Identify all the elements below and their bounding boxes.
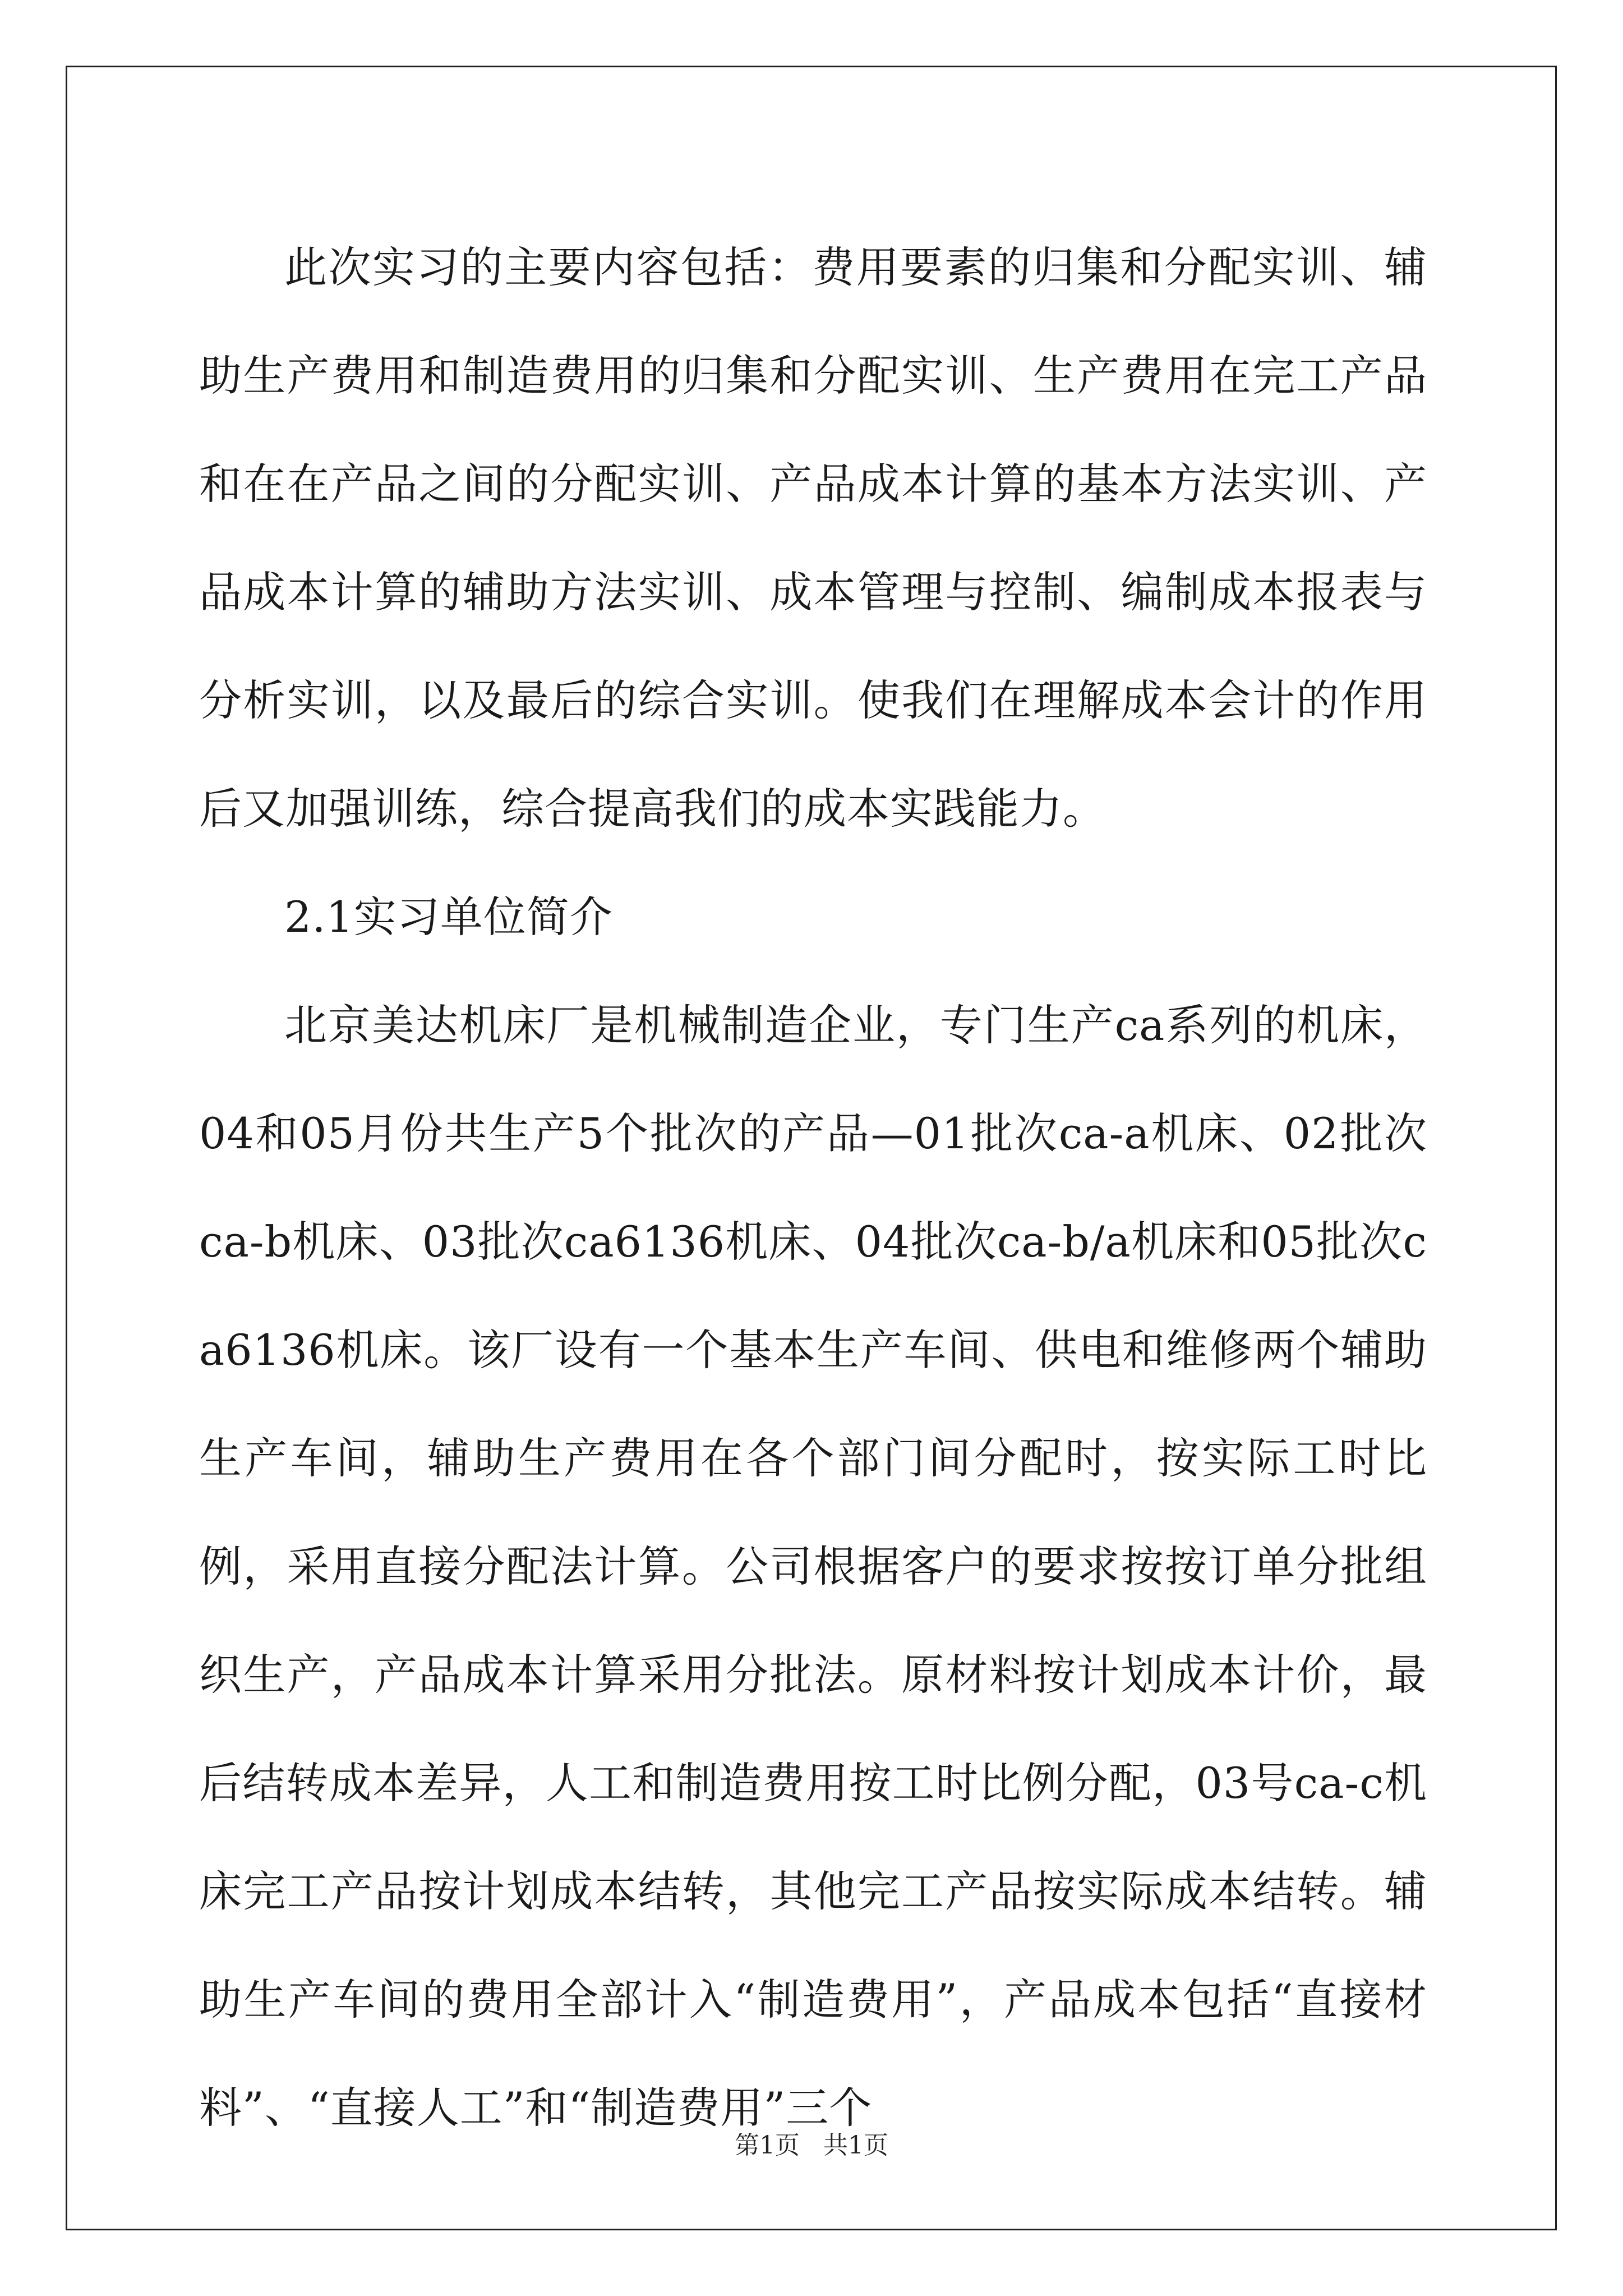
page-number-footer: 第1页 共1页 — [735, 2131, 888, 2160]
paragraph-company-description: 北京美达机床厂是机械制造企业，专门生产ca系列的机床，04和05月份共生产5个批次的产品—01批次ca-a机床、02批次ca-b机床、03批次ca6136机床、04批次ca-b/a机床和05批次ca6136机床。该厂设有一个基本生产车间、供电和维修两个辅助生产车间，辅助生产费用在各个部门间分配时，按实际工时比例，采用直接分配法计算。公司根据客户的要求按按订单分批组织生产，产品成本计算采用分批法。原材料按计划成本计价，最后结转成本差异，人工和制造费用按工时比例分配，03号ca-c机床完工产品按计划成本结转，其他完工产品按实际成本结转。辅助生产车间的费用全部计入“制造费用”，产品成本包括“直接材料”、“直接人工”和“制造费用”三个 — [199, 1000, 1427, 2133]
paragraph-internship-content: 此次实习的主要内容包括：费用要素的归集和分配实训、辅助生产费用和制造费用的归集和分配实训、生产费用在完工产品和在在产品之间的分配实训、产品成本计算的基本方法实训、产品成本计算的辅助方法实训、成本管理与控制、编制成本报表与分析实训，以及最后的综合实训。使我们在理解成本会计的作用后又加强训练，综合提高我们的成本实践能力。 — [199, 242, 1427, 834]
document-body — [199, 213, 1427, 2162]
section-heading-company-intro: 2.1实习单位简介 — [284, 892, 613, 942]
